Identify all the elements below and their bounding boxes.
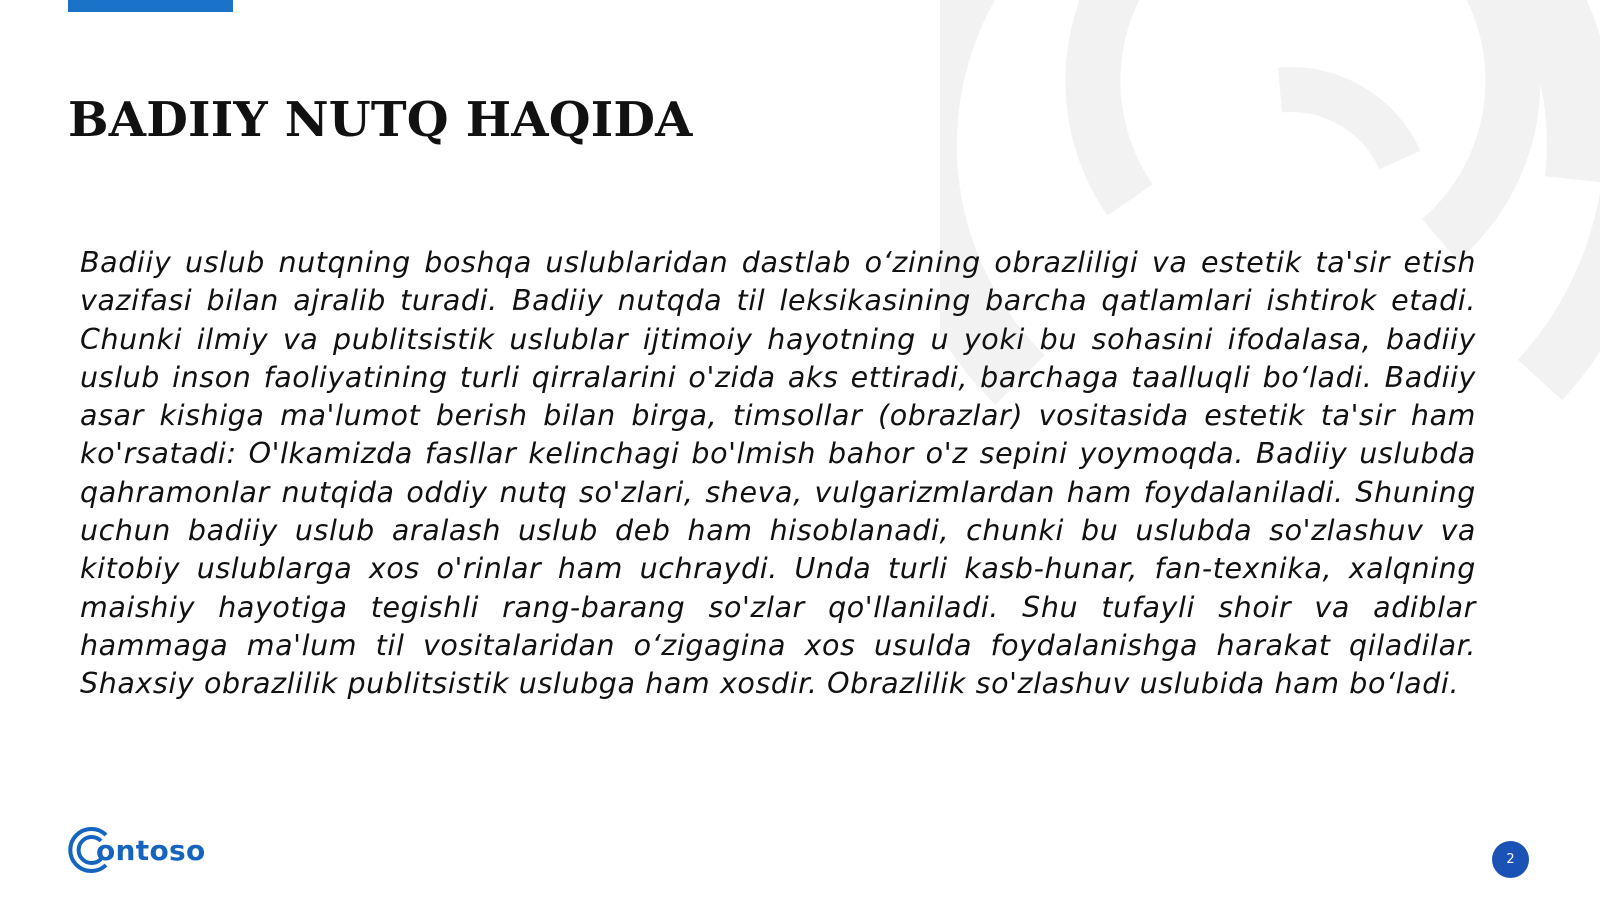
page-number-badge: 2 (1492, 841, 1529, 878)
body-paragraph: Badiiy uslub nutqning boshqa uslublaridan dastlab o‘zining obrazliligi va estetik ta'sir etish vazifasi bilan ajralib turadi. Badiiy nutqda til leksikasining barcha qatlamlari ishtirok etadi. Chunki ilmiy va publitsistik uslublar ijtimoiy hayotning u yoki bu sohasini ifodalasa, badiiy uslub inson faoliyatining turli qirralarini o'zida aks ettiradi, barchaga taalluqli bo‘ladi. Badiiy asar kishiga ma'lumot berish bilan birga, timsollar (obrazlar) vositasida estetik ta'sir ham ko'rsatadi: O'lkamizda fasllar kelinchagi bo'lmish bahor o'z sepini yoymoqda. Badiiy uslubda qahramonlar nutqida oddiy nutq so'zlari, sheva, vulgarizmlardan ham foydalaniladi. Shuning uchun badiiy uslub aralash uslub deb ham hisoblanadi, chunki bu uslubda so'zlashuv va kitobiy uslublarga xos o'rinlar ham uchraydi. Unda turli kasb-hunar, fan-texnika, xalqning maishiy hayotiga tegishli rang-barang so'zlar qo'llaniladi. Shu tufayli shoir va adiblar hammaga ma'lum til vositalaridan o‘zigagina xos usulda foydalanishga harakat qiladilar. Shaxsiy obrazlilik publitsistik uslubga ham xosdir. Obrazlilik so'zlashuv uslubida ham bo‘ladi. (80, 246, 1476, 701)
contoso-logo (66, 822, 206, 878)
logo-wordmark: ontoso (96, 833, 206, 867)
slide-title: BADIIY NUTQ HAQIDA (68, 92, 693, 148)
top-accent-bar (68, 0, 233, 12)
